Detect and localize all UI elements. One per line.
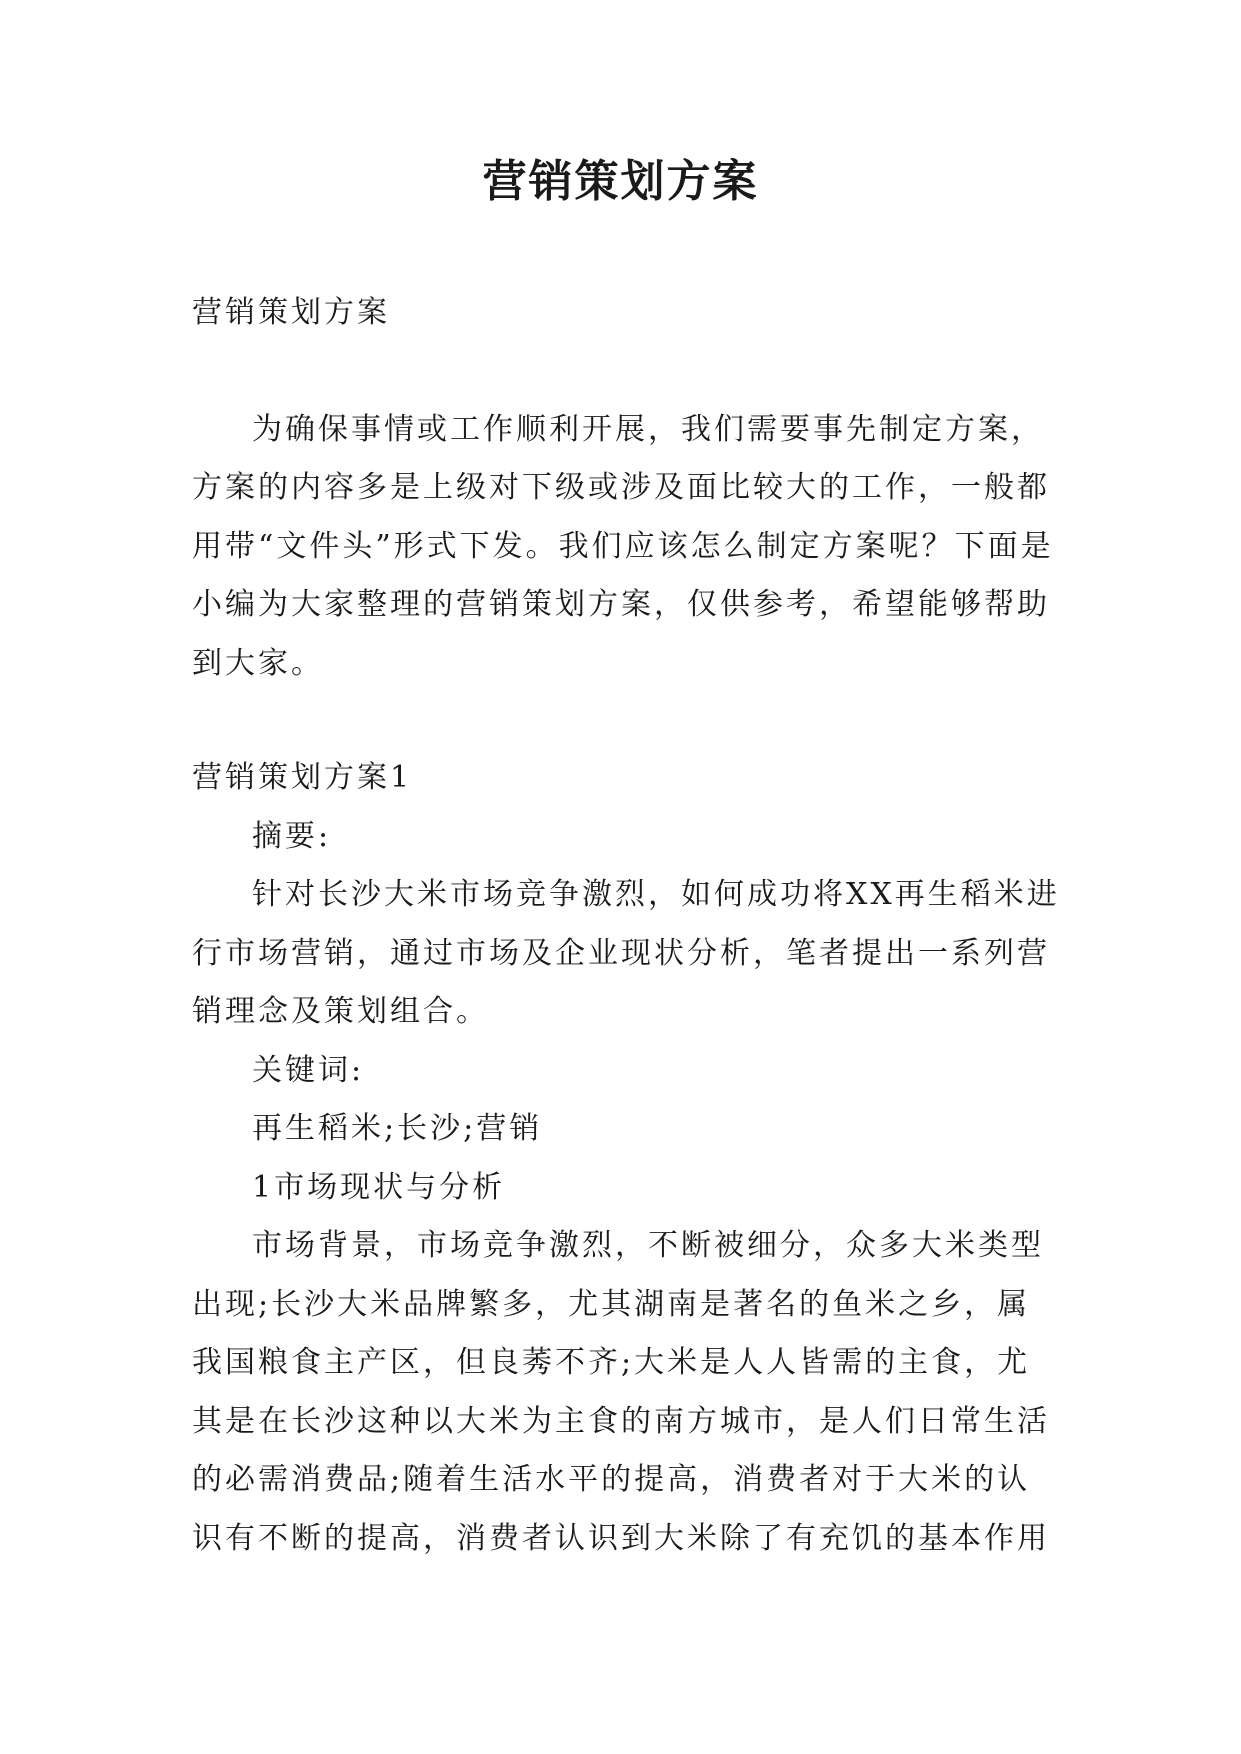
abstract-label: 摘要: [252, 818, 332, 854]
document-body [192, 284, 1060, 1568]
keywords-label: 关键词: [252, 1052, 365, 1088]
subsection-heading: 1市场现状与分析 [252, 1169, 506, 1205]
document-title: 营销策划方案 [482, 156, 759, 207]
intro-paragraph: 为确保事情或工作顺利开展，我们需要事先制定方案，方案的内容多是上级对下级或涉及面比较大的工作，一般都用带“文件头”形式下发。我们应该怎么制定方案呢？下面是小编为大家整理的营销策划方案，仅供参考，希望能够帮助到大家。 [192, 411, 1054, 681]
abstract-paragraph: 针对长沙大米市场竞争激烈，如何成功将XX再生稻米进行市场营销，通过市场及企业现状分析，笔者提出一系列营销理念及策划组合。 [192, 877, 1060, 1029]
keywords-list: 再生稻米;长沙;营销 [252, 1111, 543, 1146]
body-paragraph: 市场背景，市场竞争激烈，不断被细分，众多大米类型出现;长沙大米品牌繁多，尤其湖南是著名的鱼米之乡，属我国粮食主产区，但良莠不齐;大米是人人皆需的主食，尤其是在长沙这种以大米为主食的南方城市，是人们日常生活的必需消费品;随着生活水平的提高，消费者对于大米的认识有不断的提高，消费者认识到大米除了有充饥的基本作用 [192, 1228, 1050, 1556]
document-subtitle: 营销策划方案 [192, 295, 390, 330]
section-heading: 营销策划方案1 [192, 760, 413, 795]
